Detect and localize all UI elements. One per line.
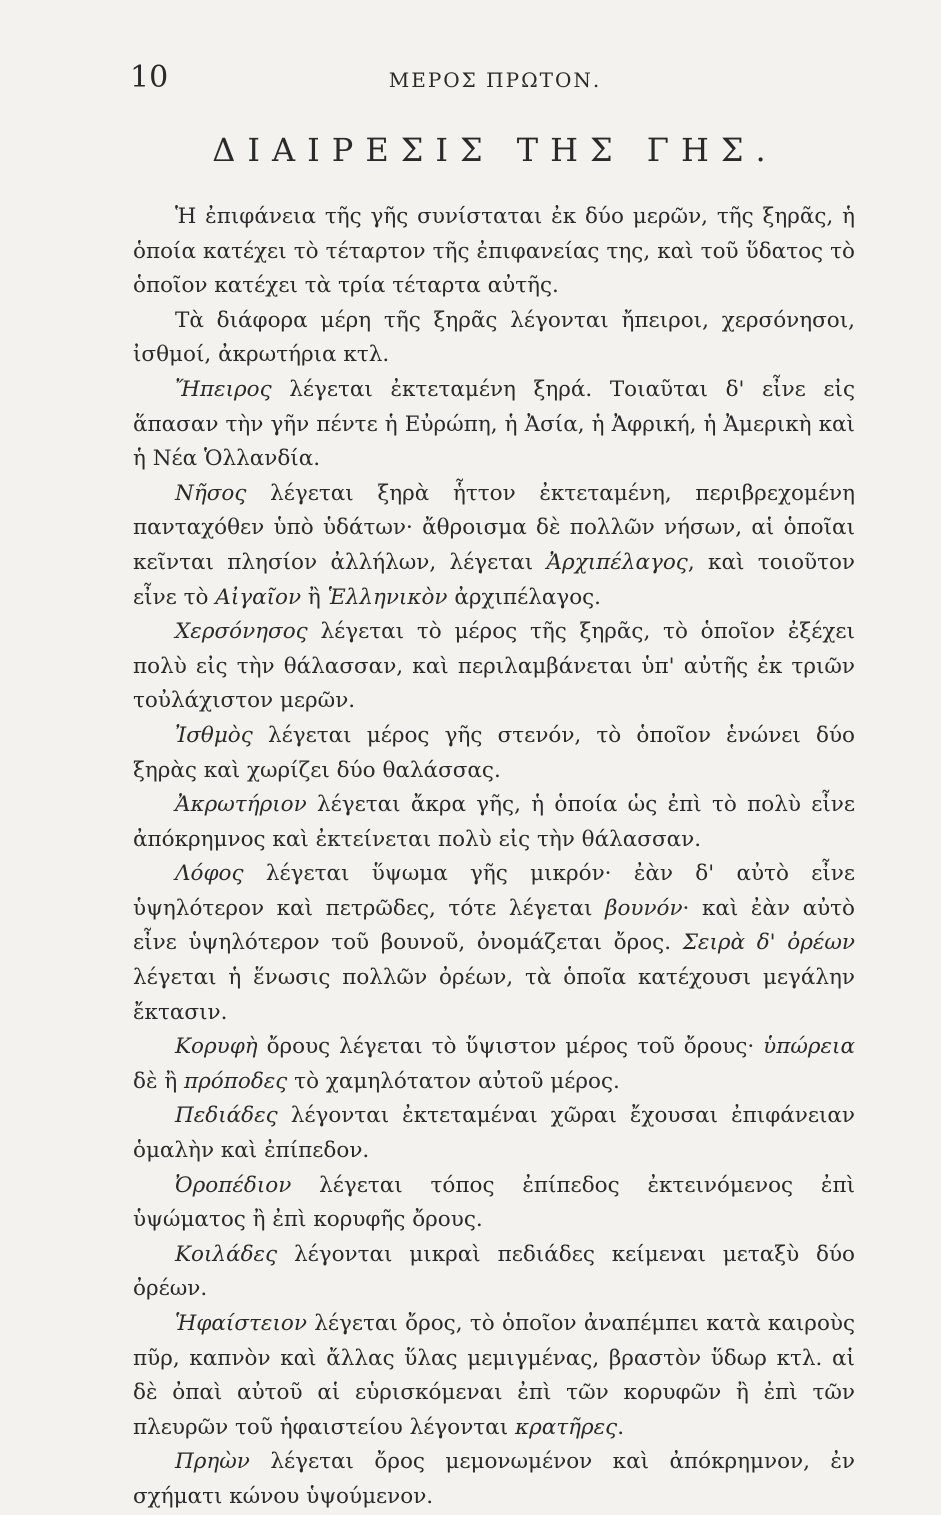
term: Ὀροπέδιον (175, 1172, 292, 1198)
text-run: δὲ ἢ (133, 1068, 185, 1094)
text-run: . (617, 1414, 625, 1440)
running-title: ΜΕΡΟΣ ΠΡΩΤΟΝ. (388, 68, 602, 92)
paragraph (133, 373, 855, 477)
text-run: λέγεται ἐκτεταμένη ξηρά. Τοιαῦται δ' εἶνε εἰς ἅπασαν τὴν γῆν πέντε ἡ Εὐρώπη, ἡ Ἀσία, ἡ Ἀφρική, ἡ Ἀμερικὴ καὶ ἡ Νέα Ὁλλανδία. (133, 376, 855, 472)
text-run: Τὰ διάφορα μέρη τῆς ξηρᾶς λέγονται ἤπειροι, χερσόνησοι, ἰσθμοί, ἀκρωτήρια κτλ. (133, 307, 855, 368)
term: Κοιλάδες (175, 1241, 278, 1267)
text-run: λέγεται ὕψωμα γῆς μικρόν· ἐὰν δ' αὐτὸ εἶνε ὑψηλότερον καὶ πετρῶδες, τότε λέγεται (133, 861, 855, 921)
term: Ἀκρωτήριον (175, 792, 307, 818)
page-number: 10 (130, 60, 169, 95)
paragraph (133, 1030, 855, 1099)
text-run: , καὶ τοιοῦτον εἶνε τὸ (133, 549, 855, 610)
paragraph (133, 200, 855, 304)
term: Ἑλληνικὸν (327, 584, 448, 610)
paragraph (133, 477, 855, 615)
text-run: λέγεται ἡ ἕνωσις πολλῶν ὀρέων, τὰ ὁποῖα κατέχουσι μεγάλην ἔκτασιν. (133, 965, 855, 1025)
term: βουνόν (605, 895, 683, 921)
text-run: λέγεται ὄρος μεμονωμένον καὶ ἀπόκρημνον, ἐν σχήματι κώνου ὑψούμενον. (133, 1449, 855, 1509)
term: Κορυφὴ (175, 1034, 258, 1060)
text-run: λέγονται μικραὶ πεδιάδες κείμεναι μεταξὺ δύο ὀρέων. (133, 1241, 855, 1302)
text-run: ὄρους λέγεται τὸ ὕψιστον μέρος τοῦ ὄρους· (257, 1034, 764, 1060)
section-title: ΔΙΑΙΡΕΣΙΣ ΤΗΣ ΓΗΣ. (212, 131, 778, 169)
text-run: λέγεται ἄκρα γῆς, ἡ ὁποία ὡς ἐπὶ τὸ πολὺ εἶνε ἀπόκρημνος καὶ ἐκτείνεται πολὺ εἰς τὴν θάλασσαν. (133, 792, 855, 852)
paragraph (133, 857, 855, 1030)
text-run: ἀρχιπέλαγος. (447, 584, 602, 610)
term: κρατῆρες (514, 1414, 618, 1440)
text-run: τὸ χαμηλότατον αὐτοῦ μέρος. (287, 1068, 620, 1094)
text-run: ἢ (301, 584, 328, 610)
text-run: λέγεται τόπος ἐπίπεδος ἐκτεινόμενος ἐπὶ ὑψώματος ἢ ἐπὶ κορυφῆς ὄρους. (133, 1172, 855, 1233)
text-body (133, 200, 855, 1515)
text-run: λέγεται ξηρὰ ἧττον ἐκτεταμένη, περιβρεχομένη πανταχόθεν ὑπὸ ὑδάτων· ἄθροισμα δὲ πολλῶν νήσων, αἱ ὁποῖαι κεῖνται πλησίον ἀλλήλων, λέγεται (133, 480, 855, 575)
paragraph (133, 719, 855, 788)
paragraph (133, 1307, 855, 1445)
term: Ἡφαίστειον (175, 1311, 307, 1336)
text-run: · καὶ ἐὰν αὐτὸ εἶνε ὑψηλότερον τοῦ βουνοῦ, ὀνομάζεται ὄρος. (133, 895, 855, 956)
term: Πρηὼν (175, 1449, 250, 1475)
term: Πεδιάδες (175, 1103, 278, 1129)
paragraph (133, 788, 855, 857)
text-run: λέγονται ἐκτεταμέναι χῶραι ἔχουσαι ἐπιφάνειαν ὁμαλὴν καὶ ἐπίπεδον. (133, 1103, 855, 1164)
term: Αἰγαῖον (215, 584, 302, 610)
paragraph (133, 304, 855, 373)
term: πρόποδες (184, 1068, 288, 1094)
text-run: λέγεται ὄρος, τὸ ὁποῖον ἀναπέμπει κατὰ καιροὺς πῦρ, καπνὸν καὶ ἄλλας ὕλας μεμιγμένας, βραστὸν ὕδωρ κτλ. αἱ δὲ ὀπαὶ αὐτοῦ αἱ εὑρισκόμεναι ἐπὶ τῶν κορυφῶν ἢ ἐπὶ τῶν πλευρῶν τοῦ ἡφαιστείου λέγονται (133, 1311, 855, 1440)
paragraph (133, 615, 855, 719)
term: Χερσόνησος (175, 619, 308, 645)
paragraph (133, 1238, 855, 1307)
running-head (130, 60, 860, 100)
term: ὑπώρεια (763, 1034, 855, 1060)
text-run: λέγεται μέρος γῆς στενόν, τὸ ὁποῖον ἑνώνει δύο ξηρὰς καὶ χωρίζει δύο θαλάσσας. (133, 722, 855, 783)
paragraph (133, 1445, 855, 1514)
term: Ἀρχιπέλαγος (546, 549, 688, 575)
text-run: λέγεται τὸ μέρος τῆς ξηρᾶς, τὸ ὁποῖον ἐξέχει πολὺ εἰς τὴν θάλασσαν, καὶ περιλαμβάνεται ὑπ' αὐτῆς ἐκ τριῶν τοὐλάχιστον μερῶν. (133, 619, 855, 714)
term: Ἤπειρος (175, 376, 272, 402)
text-run: Ἡ ἐπιφάνεια τῆς γῆς συνίσταται ἐκ δύο μερῶν, τῆς ξηρᾶς, ἡ ὁποία κατέχει τὸ τέταρτον τῆς ἐπιφανείας της, καὶ τοῦ ὕδατος τὸ ὁποῖον κατέχει τὰ τρία τέταρτα αὐτῆς. (133, 204, 855, 299)
term: Ἰσθμὸς (175, 722, 253, 748)
paragraph (133, 1169, 855, 1238)
term: Λόφος (175, 861, 244, 887)
term: Σειρὰ δ' ὀρέων (682, 930, 855, 956)
paragraph (133, 1099, 855, 1168)
term: Νῆσος (175, 480, 247, 506)
